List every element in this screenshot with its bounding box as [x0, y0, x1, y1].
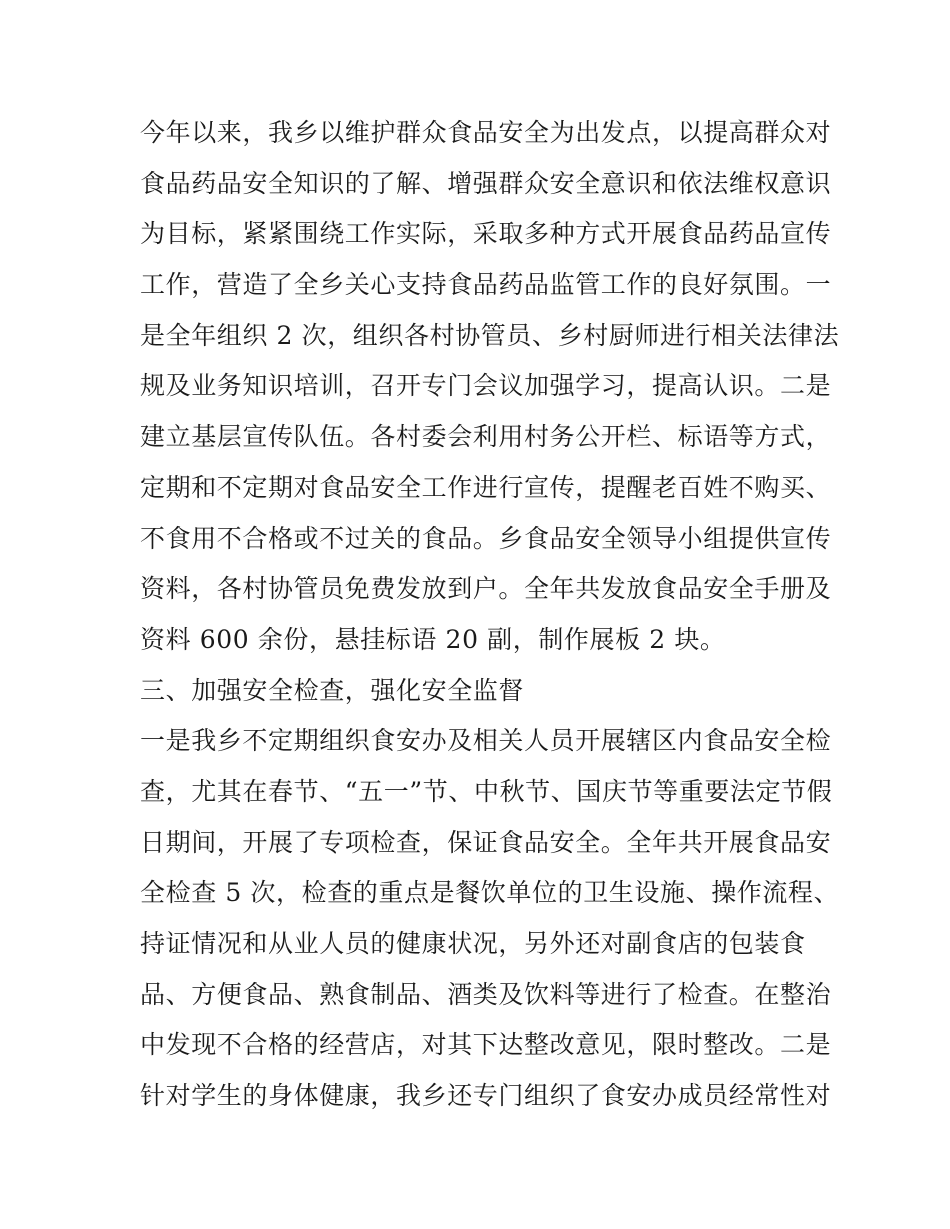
section-heading: 三、加强安全检查，强化安全监督	[140, 675, 525, 705]
text-line: 食品药品安全知识的了解、增强群众安全意识和依法维权意识	[140, 168, 832, 198]
body-text	[140, 108, 840, 1122]
text-line: 全检查 5 次，检查的重点是餐饮单位的卫生设施、操作流程、	[140, 878, 840, 908]
text-line: 建立基层宣传队伍。各村委会利用村务公开栏、标语等方式，	[140, 422, 832, 452]
text-line: 品、方便食品、熟食制品、酒类及饮料等进行了检查。在整治	[140, 979, 832, 1009]
text-line: 查，尤其在春节、“五一”节、中秋节、国庆节等重要法定节假	[140, 776, 833, 806]
text-line: 日期间，开展了专项检查，保证食品安全。全年共开展食品安	[140, 827, 832, 857]
text-line: 定期和不定期对食品安全工作进行宣传，提醒老百姓不购买、	[140, 472, 832, 502]
text-line: 今年以来，我乡以维护群众食品安全为出发点，以提高群众对	[140, 118, 832, 147]
text-line: 是全年组织 2 次，组织各村协管员、乡村厨师进行相关法律法	[140, 320, 840, 350]
text-line: 一是我乡不定期组织食安办及相关人员开展辖区内食品安全检	[140, 726, 832, 756]
text-line: 不食用不合格或不过关的食品。乡食品安全领导小组提供宣传	[140, 523, 832, 553]
text-line: 工作，营造了全乡关心支持食品药品监管工作的良好氛围。一	[140, 270, 832, 300]
text-line: 资料，各村协管员免费发放到户。全年共发放食品安全手册及	[140, 574, 832, 604]
text-line: 规及业务知识培训，召开专门会议加强学习，提高认识。二是	[140, 371, 832, 401]
text-line: 为目标，紧紧围绕工作实际，采取多种方式开展食品药品宣传	[140, 219, 832, 249]
text-line: 中发现不合格的经营店，对其下达整改意见，限时整改。二是	[140, 1030, 832, 1060]
text-line: 持证情况和从业人员的健康状况，另外还对副食店的包装食	[140, 929, 806, 958]
text-line: 针对学生的身体健康，我乡还专门组织了食安办成员经常性对	[140, 1081, 832, 1111]
text-line: 资料 600 余份，悬挂标语 20 副，制作展板 2 块。	[140, 624, 726, 654]
